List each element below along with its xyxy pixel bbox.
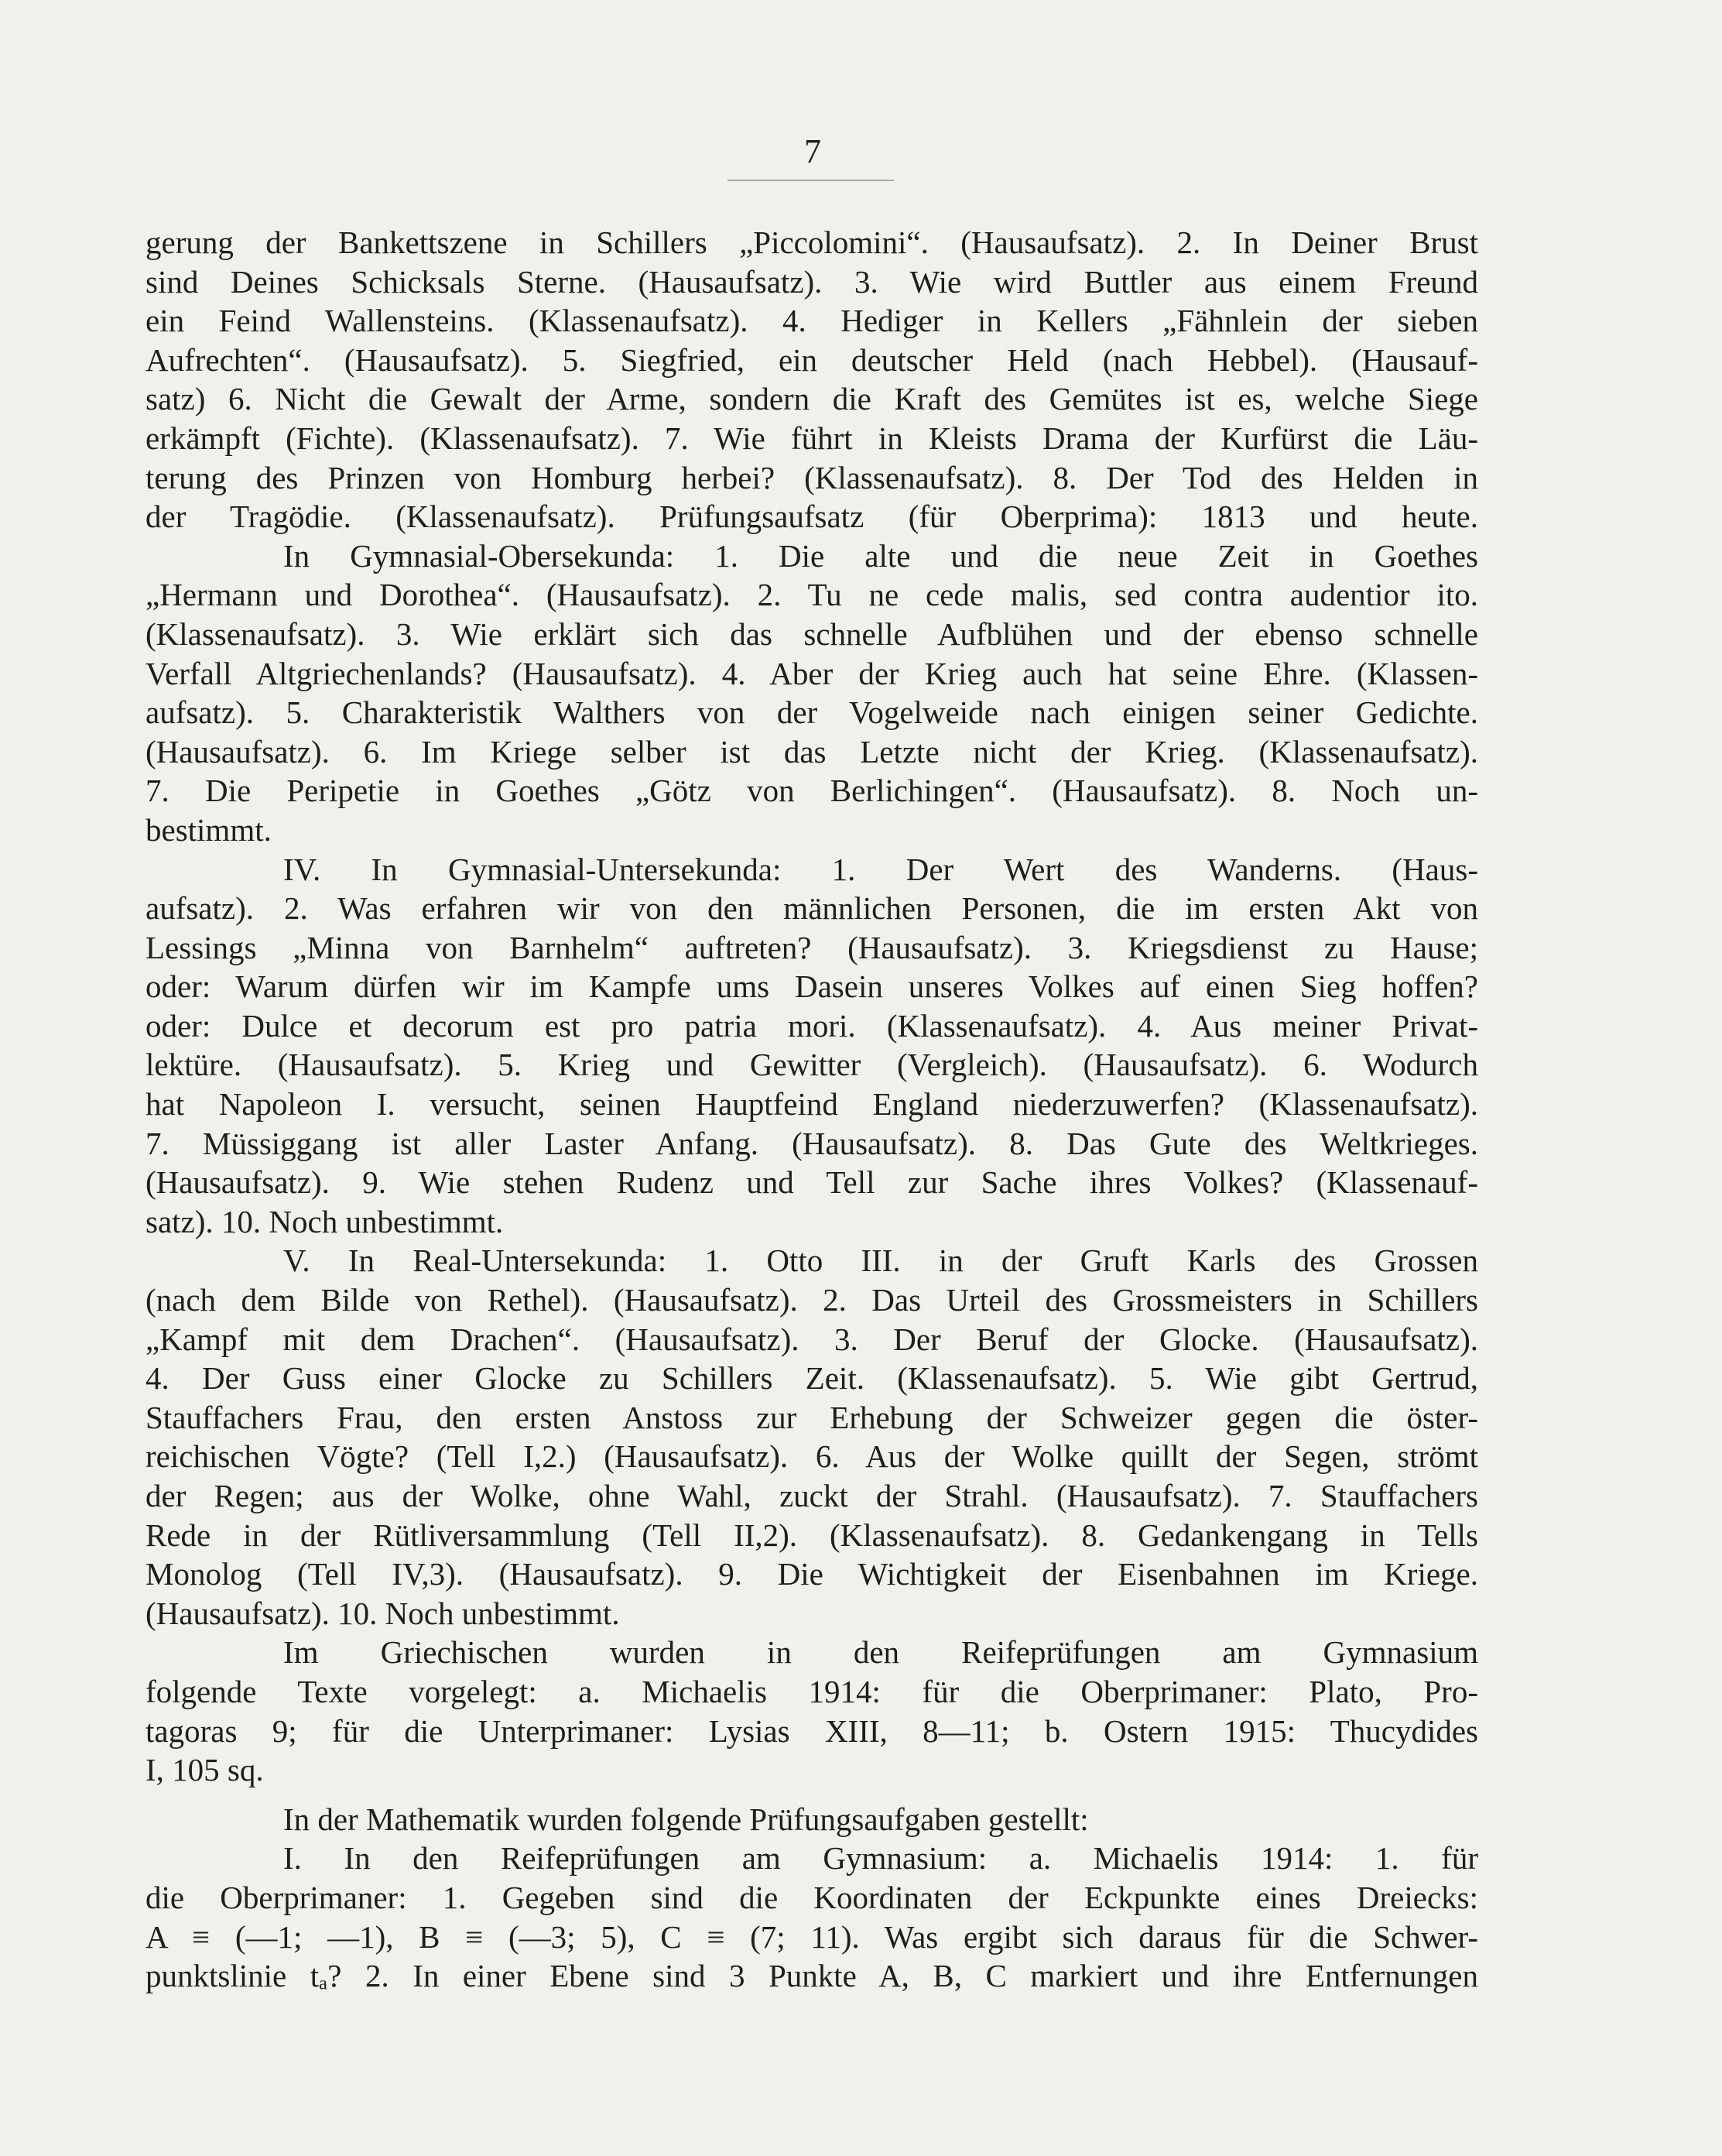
- text-line: In Gymnasial-Obersekunda: 1. Die alte und die neue Zeit in Goethes: [283, 537, 1478, 574]
- text-line: Aufrechten“. (Hausaufsatz). 5. Siegfried, ein deutscher Held (nach Hebbel). (Hausauf-: [145, 341, 1478, 378]
- text-line: 7. Die Peripetie in Goethes „Götz von Berlichingen“. (Hausaufsatz). 8. Noch un-: [145, 773, 1478, 809]
- text-line: reichischen Vögte? (Tell I,2.) (Hausaufsatz). 6. Aus der Wolke quillt der Segen, strömt: [145, 1438, 1478, 1475]
- text-line: der Tragödie. (Klassenaufsatz). Prüfungsaufsatz (für Oberprima): 1813 und heute.: [145, 499, 1478, 535]
- text-line: gerung der Bankettszene in Schillers „Piccolomini“. (Hausaufsatz). 2. In Deiner Brust: [145, 225, 1478, 260]
- text-line: „Hermann und Dorothea“. (Hausaufsatz). 2. Tu ne cede malis, sed contra audentior ito.: [145, 577, 1478, 613]
- text-line: oder: Dulce et decorum est pro patria mori. (Klassenaufsatz). 4. Aus meiner Privat-: [145, 1007, 1478, 1044]
- text-line: (Hausaufsatz). 10. Noch unbestimmt.: [145, 1595, 620, 1631]
- text-line: I. In den Reifeprüfungen am Gymnasium: a. Michaelis 1914: 1. für: [283, 1840, 1478, 1877]
- text-line: Im Griechischen wurden in den Reifeprüfungen am Gymnasium: [283, 1634, 1478, 1671]
- text-line: tagoras 9; für die Unterprimaner: Lysias XIII, 8—11; b. Ostern 1915: Thucydides: [145, 1712, 1478, 1749]
- header-rule: [727, 180, 894, 181]
- text-line: sind Deines Schicksals Sterne. (Hausaufsatz). 3. Wie wird Buttler aus einem Freund: [145, 263, 1478, 300]
- body-text: [145, 223, 1478, 1996]
- text-line: 7. Müssiggang ist aller Laster Anfang. (Hausaufsatz). 8. Das Gute des Weltkrieges.: [145, 1125, 1478, 1161]
- page-number: 7: [804, 132, 821, 170]
- text-line: hat Napoleon I. versucht, seinen Hauptfeind England niederzuwerfen? (Klassenaufsatz).: [145, 1086, 1478, 1123]
- text-line: Rede in der Rütliversammlung (Tell II,2). (Klassenaufsatz). 8. Gedankengang in Tells: [145, 1517, 1478, 1553]
- text-line: ein Feind Wallensteins. (Klassenaufsatz). 4. Hediger in Kellers „Fähnlein der sieben: [145, 303, 1478, 339]
- text-line: aufsatz). 2. Was erfahren wir von den männlichen Personen, die im ersten Akt von: [145, 890, 1478, 927]
- text-line: V. In Real-Untersekunda: 1. Otto III. in der Gruft Karls des Grossen: [283, 1243, 1478, 1279]
- text-line: I, 105 sq.: [145, 1752, 264, 1788]
- text-line: (Hausaufsatz). 6. Im Kriege selber ist das Letzte nicht der Krieg. (Klassenaufsatz).: [145, 733, 1478, 770]
- text-line: erkämpft (Fichte). (Klassenaufsatz). 7. Wie führt in Kleists Drama der Kurfürst die Läu-: [145, 420, 1478, 456]
- text-line: (nach dem Bilde von Rethel). (Hausaufsatz). 2. Das Urteil des Grossmeisters in Schillers: [145, 1282, 1478, 1318]
- text-line: bestimmt.: [145, 811, 272, 848]
- text-line: In der Mathematik wurden folgende Prüfungsaufgaben gestellt:: [283, 1801, 1089, 1837]
- text-line: der Regen; aus der Wolke, ohne Wahl, zuckt der Strahl. (Hausaufsatz). 7. Stauffachers: [145, 1478, 1478, 1513]
- text-line: (Klassenaufsatz). 3. Wie erklärt sich das schnelle Aufblühen und der ebenso schnelle: [145, 615, 1478, 652]
- text-line: Lessings „Minna von Barnhelm“ auftreten? (Hausaufsatz). 3. Kriegsdienst zu Hause;: [145, 929, 1478, 965]
- text-line: oder: Warum dürfen wir im Kampfe ums Dasein unseres Volkes auf einen Sieg hoffen?: [145, 968, 1478, 1005]
- text-line: Verfall Altgriechenlands? (Hausaufsatz). 4. Aber der Krieg auch hat seine Ehre. (Klassen-: [145, 655, 1478, 691]
- text-line: satz). 10. Noch unbestimmt.: [145, 1203, 504, 1239]
- text-line: (Hausaufsatz). 9. Wie stehen Rudenz und Tell zur Sache ihres Volkes? (Klassenauf-: [145, 1164, 1478, 1201]
- text-line: IV. In Gymnasial-Untersekunda: 1. Der Wert des Wanderns. (Haus-: [283, 851, 1478, 887]
- text-line: die Oberprimaner: 1. Gegeben sind die Koordinaten der Eckpunkte eines Dreiecks:: [145, 1879, 1478, 1915]
- text-line: 4. Der Guss einer Glocke zu Schillers Zeit. (Klassenaufsatz). 5. Wie gibt Gertrud,: [145, 1360, 1478, 1397]
- text-line: lektüre. (Hausaufsatz). 5. Krieg und Gewitter (Vergleich). (Hausaufsatz). 6. Wodurch: [145, 1047, 1478, 1083]
- text-line: Monolog (Tell IV,3). (Hausaufsatz). 9. Die Wichtigkeit der Eisenbahnen im Kriege.: [145, 1556, 1478, 1592]
- text-line: aufsatz). 5. Charakteristik Walthers von der Vogelweide nach einigen seiner Gedichte.: [145, 694, 1478, 731]
- text-line: punktslinie tₐ? 2. In einer Ebene sind 3 Punkte A, B, C markiert und ihre Entfernungen: [145, 1958, 1478, 1994]
- text-line: folgende Texte vorgelegt: a. Michaelis 1914: für die Oberprimaner: Plato, Pro-: [145, 1673, 1478, 1709]
- text-line: terung des Prinzen von Homburg herbei? (Klassenaufsatz). 8. Der Tod des Helden in: [145, 459, 1478, 495]
- text-line: „Kampf mit dem Drachen“. (Hausaufsatz). 3. Der Beruf der Glocke. (Hausaufsatz).: [145, 1321, 1478, 1357]
- text-line: Stauffachers Frau, den ersten Anstoss zur Erhebung der Schweizer gegen die öster-: [145, 1399, 1478, 1435]
- text-line: A ≡ (—1; —1), B ≡ (—3; 5), C ≡ (7; 11). Was ergibt sich daraus für die Schwer-: [145, 1918, 1478, 1955]
- text-line: satz) 6. Nicht die Gewalt der Arme, sondern die Kraft des Gemütes ist es, welche Siege: [145, 381, 1478, 417]
